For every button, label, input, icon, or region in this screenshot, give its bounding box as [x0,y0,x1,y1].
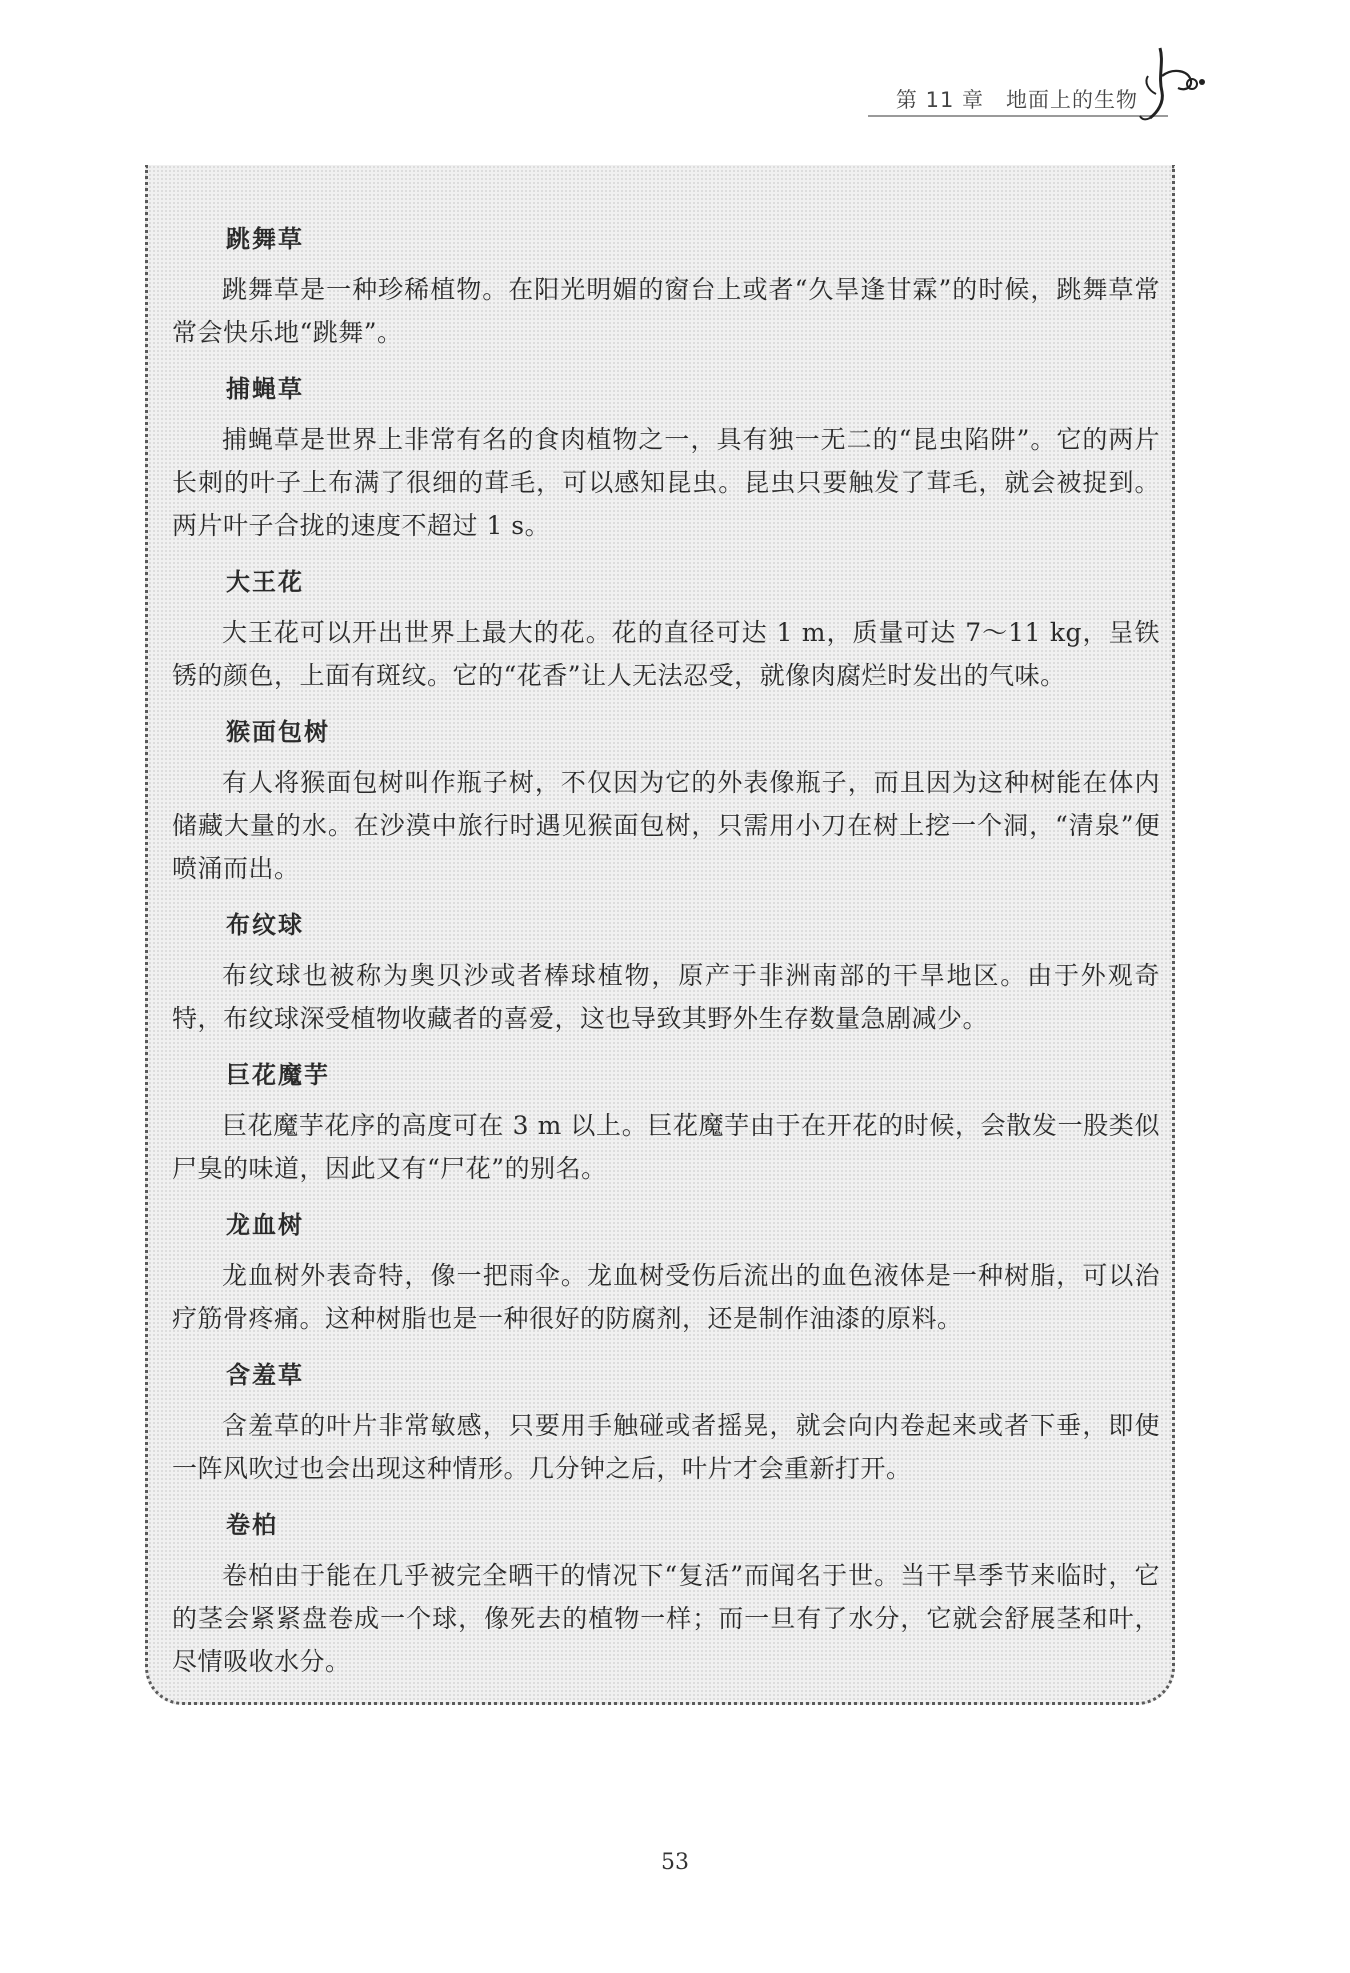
floral-ornament-icon [1120,42,1210,122]
entry-body: 大王花可以开出世界上最大的花。花的直径可达 1 m，质量可达 7～11 kg，呈铁锈的颜色，上面有斑纹。它的“花香”让人无法忍受，就像肉腐烂时发出的气味。 [172,618,1160,690]
entry-body: 龙血树外表奇特，像一把雨伞。龙血树受伤后流出的血色液体是一种树脂，可以治疗筋骨疼痛。这种树脂也是一种很好的防腐剂，还是制作油漆的原料。 [172,1261,1160,1333]
entry-body: 巨花魔芋花序的高度可在 3 m 以上。巨花魔芋由于在开花的时候，会散发一股类似尸臭的味道，因此又有“尸花”的别名。 [172,1111,1160,1183]
entry-title: 巨花魔芋 [226,1060,330,1089]
entry-body: 含羞草的叶片非常敏感，只要用手触碰或者摇晃，就会向内卷起来或者下垂，即使一阵风吹过也会出现这种情形。几分钟之后，叶片才会重新打开。 [172,1411,1160,1483]
entry [172,370,1160,547]
entry [172,906,1160,1040]
entry-body: 卷柏由于能在几乎被完全晒干的情况下“复活”而闻名于世。当干旱季节来临时，它的茎会紧紧盘卷成一个球，像死去的植物一样；而一旦有了水分，它就会舒展茎和叶，尽情吸收水分。 [172,1561,1160,1676]
entry [172,1506,1160,1683]
entry-title: 猴面包树 [226,717,330,746]
entry-title: 跳舞草 [226,224,304,253]
entry-title: 含羞草 [226,1360,304,1389]
entry-title: 卷柏 [226,1510,278,1539]
chapter-title: 地面上的生物 [1006,88,1138,112]
entry-body: 有人将猴面包树叫作瓶子树，不仅因为它的外表像瓶子，而且因为这种树能在体内储藏大量的水。在沙漠中旅行时遇见猴面包树，只需用小刀在树上挖一个洞，“清泉”便喷涌而出。 [172,768,1160,883]
chapter-number: 第 11 章 [895,88,984,112]
entry [172,1356,1160,1490]
entry [172,563,1160,697]
plant-list [172,220,1160,1699]
entry [172,713,1160,890]
entry [172,220,1160,354]
entry-title: 布纹球 [226,910,304,939]
entry-title: 捕蝇草 [226,374,304,403]
entry [172,1056,1160,1190]
entry-body: 跳舞草是一种珍稀植物。在阳光明媚的窗台上或者“久旱逢甘霖”的时候，跳舞草常常会快乐地“跳舞”。 [172,275,1160,347]
entry-title: 龙血树 [226,1210,304,1239]
entry [172,1206,1160,1340]
entry-body: 捕蝇草是世界上非常有名的食肉植物之一，具有独一无二的“昆虫陷阱”。它的两片长刺的叶子上布满了很细的茸毛，可以感知昆虫。昆虫只要触发了茸毛，就会被捉到。两片叶子合拢的速度不超过 1 s。 [172,425,1160,540]
entry-body: 布纹球也被称为奥贝沙或者棒球植物，原产于非洲南部的干旱地区。由于外观奇特，布纹球深受植物收藏者的喜爱，这也导致其野外生存数量急剧减少。 [172,961,1160,1033]
entry-title: 大王花 [226,567,304,596]
page-header [0,0,1350,130]
page-number: 53 [661,1850,689,1875]
